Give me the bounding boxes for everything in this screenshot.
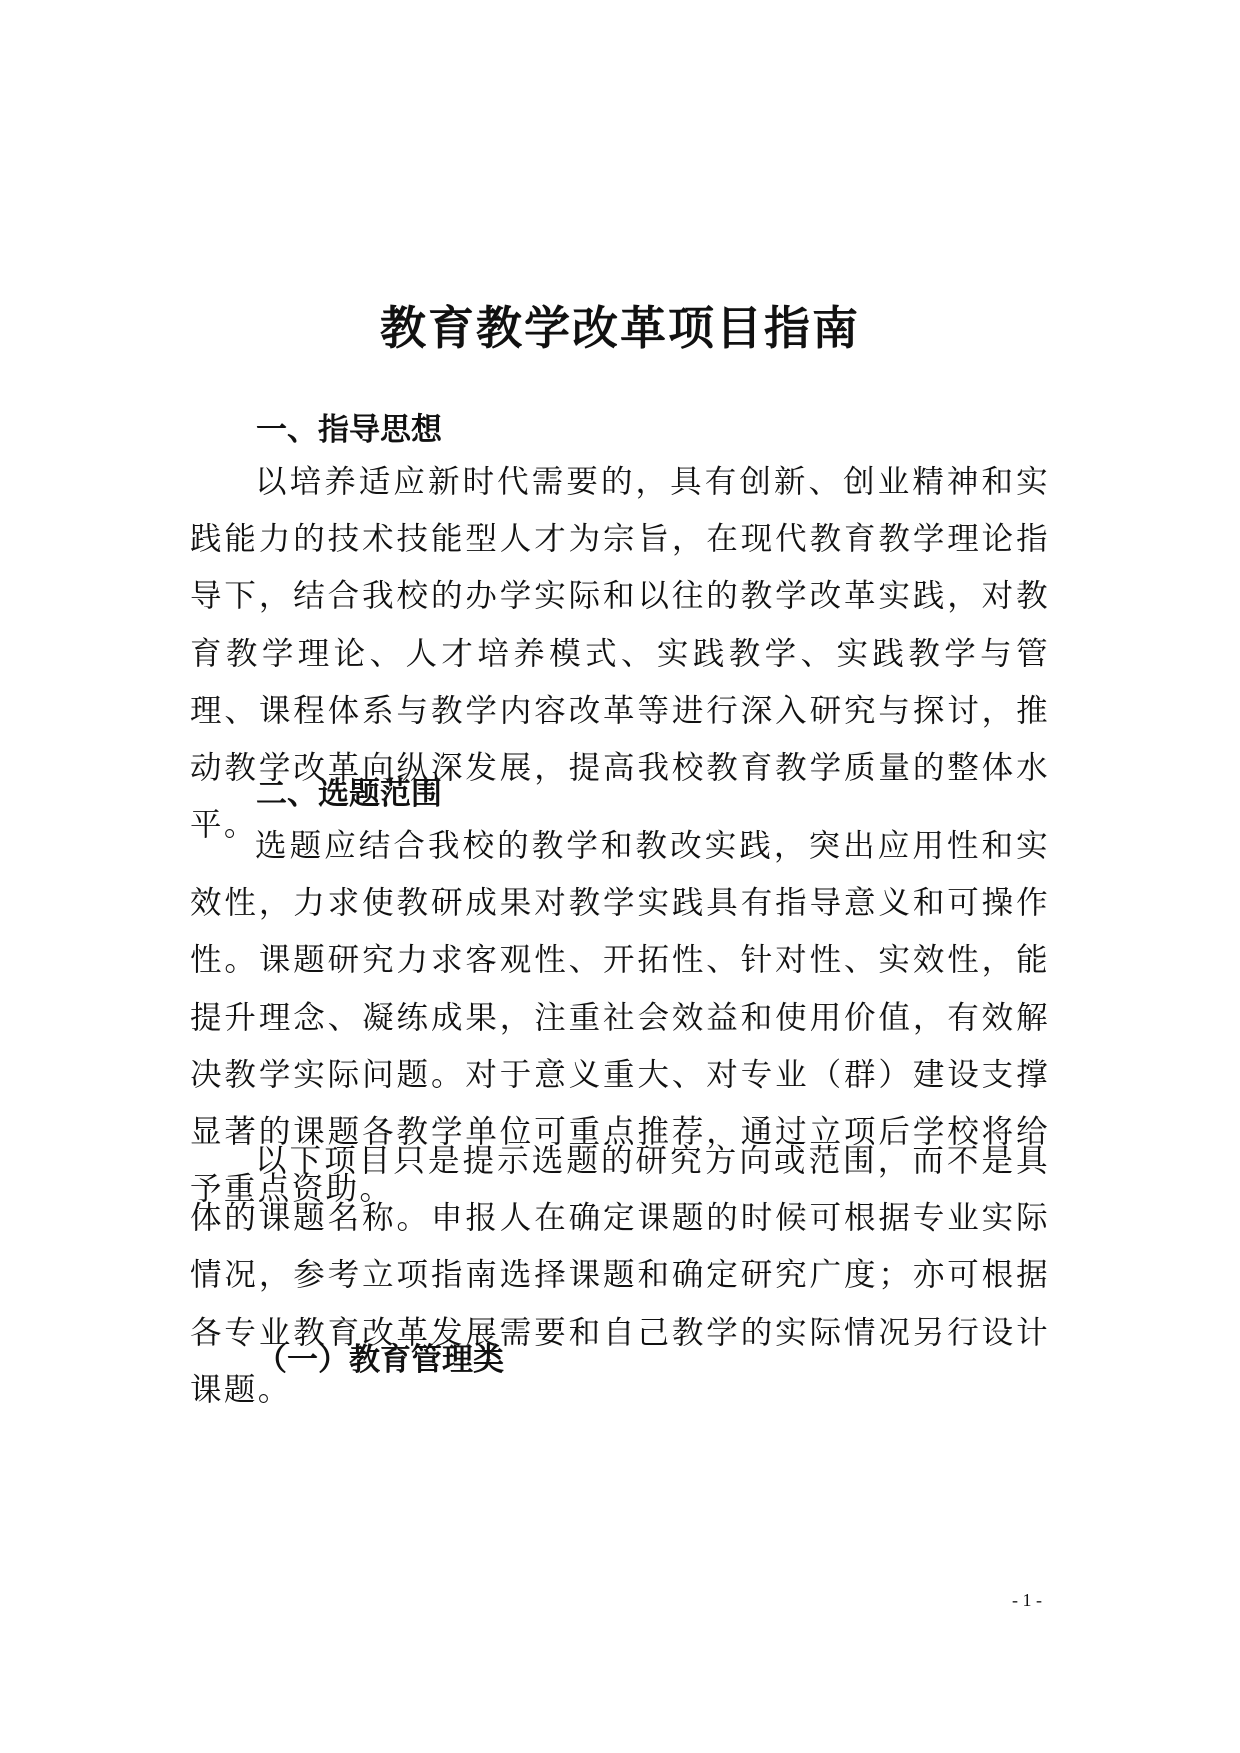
section-heading-guiding-ideology: 一、指导思想: [256, 412, 442, 448]
paragraph-topic-scope-2: 以下项目只是提示选题的研究方向或范围，而不是具体的课题名称。申报人在确定课题的时候可根据专业实际情况，参考立项指南选择课题和确定研究广度；亦可根据各专业教育改革发展需要和自己教学的实际情况另行设计课题。: [190, 1143, 1050, 1408]
paragraph-guiding-ideology: 以培养适应新时代需要的，具有创新、创业精神和实践能力的技术技能型人才为宗旨，在现代教育教学理论指导下，结合我校的办学实际和以往的教学改革实践，对教育教学理论、人才培养模式、实践教学、实践教学与管理、课程体系与教学内容改革等进行深入研究与探讨，推动教学改革向纵深发展，提高我校教育教学质量的整体水平。: [190, 464, 1050, 844]
paragraph-topic-scope-1: 选题应结合我校的教学和教改实践，突出应用性和实效性，力求使教研成果对教学实践具有指导意义和可操作性。课题研究力求客观性、开拓性、针对性、实效性，能提升理念、凝练成果，注重社会效益和使用价值，有效解决教学实际问题。对于意义重大、对专业（群）建设支撑显著的课题各教学单位可重点推荐，通过立项后学校将给予重点资助。: [190, 828, 1050, 1208]
section-heading-topic-scope: 二、选题范围: [256, 776, 442, 812]
page-title: 教育教学改革项目指南: [380, 301, 860, 355]
page-number: - 1 -: [1012, 1590, 1042, 1610]
subheading-education-management: （一）教育管理类: [256, 1342, 504, 1378]
